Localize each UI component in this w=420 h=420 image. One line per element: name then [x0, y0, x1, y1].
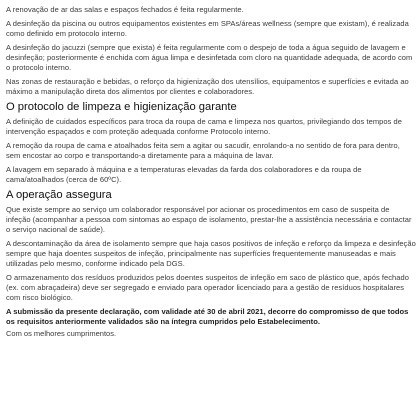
section-title-operation: A operação assegura: [6, 189, 112, 201]
paragraph-responsible-staff: Que existe sempre ao serviço um colaborador responsável por acionar os procedimentos em caso de suspeita de infeção (acompanhar a pessoa com sintomas ao espaço de isolamento, prestar-lhe a assistência necessária e contactar o serviço nacional de saúde).: [6, 205, 412, 234]
paragraph-pool-disinfection: A desinfeção da piscina ou outros equipamentos existentes em SPAs/áreas wellness (sempre que existam), é realizada como definido em protocolo interno.: [6, 19, 409, 38]
paragraph-air-renewal: A renovação de ar das salas e espaços fechados é feita regularmente.: [6, 5, 244, 14]
paragraph-linen-removal: A remoção da roupa de cama e atoalhados feita sem a agitar ou sacudir, enrolando-a no sentido de fora para dentro, sem encostar ao corpo e transportando-a diretamente para a máquina de lavar.: [6, 141, 400, 160]
paragraph-linen-care: A definição de cuidados específicos para troca da roupa de cama e limpeza nos quartos, privilegiando dos tempos de intervenção espaçados e com proteção adequada conforme Protocolo interno.: [6, 117, 402, 136]
paragraph-linen-washing: A lavagem em separado à máquina e a temperaturas elevadas da farda dos colaboradores e da roupa de cama/atoalhados (cerca de 60ºC).: [6, 165, 362, 184]
paragraph-restaurant-hygiene: Nas zonas de restauração e bebidas, o reforço da higienização dos utensílios, equipamentos e superfícies e evitada ao máximo a manipulação direta dos alimentos por clientes e colaboradores.: [6, 77, 409, 96]
paragraph-isolation-decontamination: A descontaminação da área de isolamento sempre que haja casos positivos de infeção e reforço da limpeza e desinfeção sempre que haja doentes suspeitos de infeção, principalmente nas superfícies frequentemente manuseadas e mais utilizadas pelo mesmo, conforme indicado pela DGS.: [6, 239, 416, 268]
declaration-statement: A submissão da presente declaração, com validade até 30 de abril 2021, decorre do compromisso de que todos os requisitos anteriormente validados são na íntegra cumpridos pelo Estabelecimento.: [6, 307, 409, 326]
section-title-cleaning-protocol: O protocolo de limpeza e higienização garante: [6, 101, 237, 113]
paragraph-jacuzzi-disinfection: A desinfeção do jacuzzi (sempre que exista) é feita regularmente com o despejo de toda a água seguido de lavagem e desinfeção; posteriormente é enchida com água limpa e desinfetada com cloro na quantidade adequada, de acordo com o protocolo interno.: [6, 43, 413, 72]
intro-fragment: [6, 0, 416, 1]
closing-salutation: Com os melhores cumprimentos.: [6, 329, 117, 338]
paragraph-waste-storage: O armazenamento dos resíduos produzidos pelos doentes suspeitos de infeção em saco de plástico que, após fechado (ex. com abraçadeira) deve ser segregado e enviado para operador licenciado para a gestão de resíduos hospitalares com risco biológico.: [6, 273, 409, 302]
